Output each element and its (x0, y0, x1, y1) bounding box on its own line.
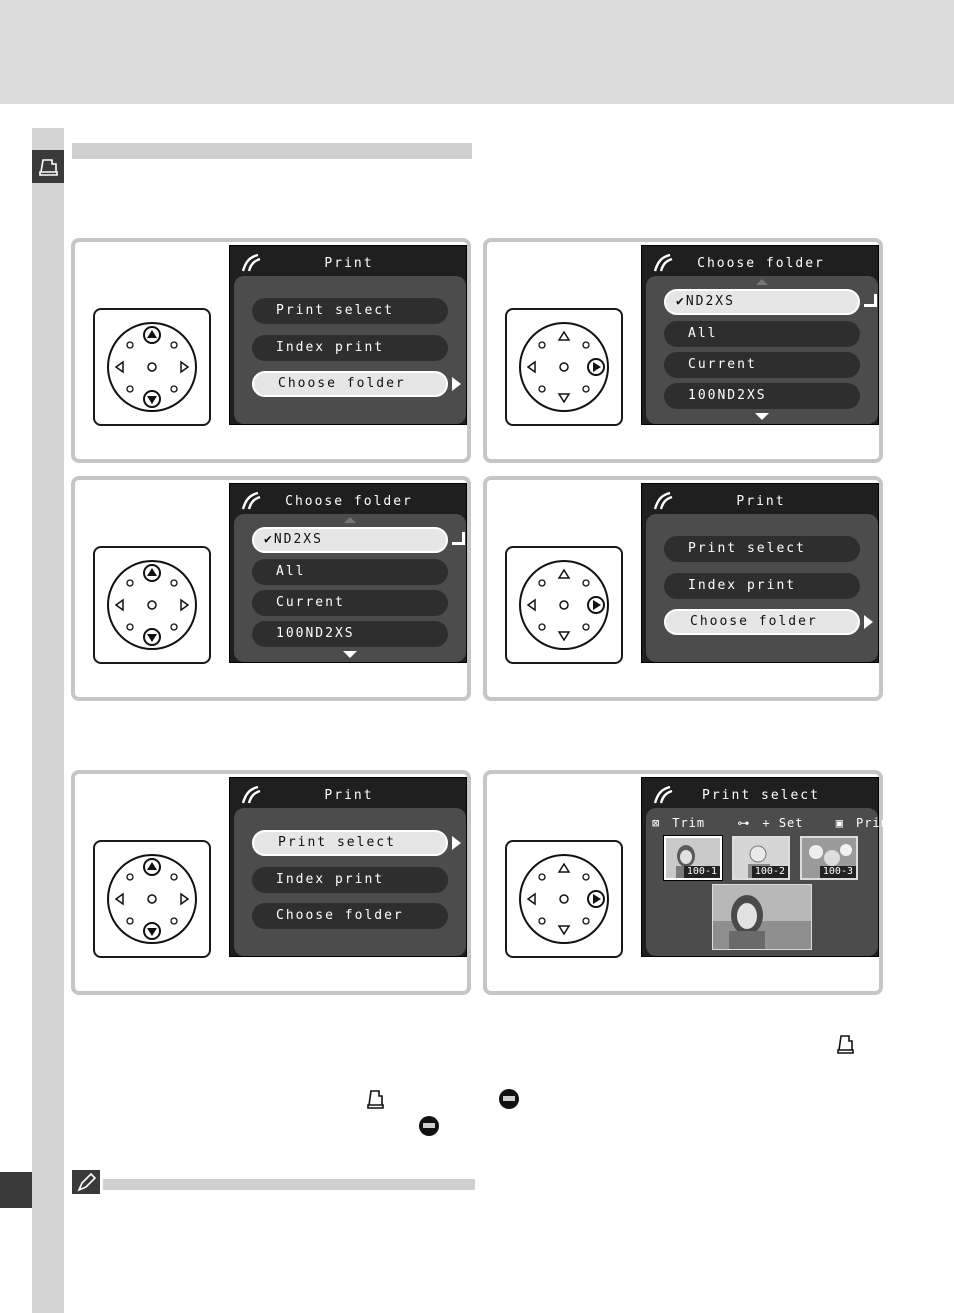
camera-screen-print-menu (229, 777, 467, 957)
check-icon: ✔ (676, 294, 686, 309)
menu-item-print-select[interactable]: Print select (664, 536, 860, 562)
enter-return-icon (452, 532, 465, 545)
folder-item-all[interactable]: All (664, 321, 860, 347)
page-sidebar (32, 128, 64, 1313)
folder-item-100nd2xs[interactable]: 100ND2XS (252, 621, 448, 647)
note-icon-box (72, 1170, 100, 1194)
multi-selector (505, 308, 623, 426)
screen-title: Print (324, 788, 374, 803)
set-hint: ⊶ + Set (737, 816, 804, 830)
arrow-right-icon (864, 615, 873, 629)
print-hint: ▣ Print (835, 816, 898, 830)
menu-item-index-print[interactable]: Index print (252, 867, 448, 893)
multi-selector (505, 840, 623, 958)
enter-return-icon (864, 294, 877, 307)
folder-item-current[interactable]: Current (252, 590, 448, 616)
chapter-tab (0, 1172, 32, 1208)
print-section-tab (32, 150, 64, 183)
multi-selector-right-icon (507, 548, 621, 662)
step-panel-2 (483, 238, 883, 463)
enter-button-icon (418, 1115, 440, 1137)
section-heading-bar (72, 143, 472, 159)
multi-selector (93, 840, 211, 958)
screen-title: Print select (702, 788, 820, 803)
selected-photo-preview (712, 884, 812, 950)
multi-selector-up-down-icon (95, 842, 209, 956)
thumbnail-2[interactable]: 100-2 (732, 836, 790, 880)
trim-hint: ⊠ Trim (652, 816, 706, 830)
camera-screen-print-select (641, 777, 898, 957)
arrow-right-icon (452, 377, 461, 391)
enter-button-icon: ▣ (835, 816, 844, 830)
arrow-right-icon (452, 836, 461, 850)
folder-item-100nd2xs[interactable]: 100ND2XS (664, 383, 860, 409)
camera-screen-choose-folder (229, 483, 467, 663)
zoom-icon: ⊠ (652, 816, 661, 830)
multi-selector-up-down-icon (95, 310, 209, 424)
multi-selector (93, 308, 211, 426)
printer-icon (834, 1032, 856, 1056)
step-panel-5 (71, 770, 471, 995)
menu-item-print-select[interactable]: Print select (252, 830, 448, 856)
pencil-note-icon (72, 1170, 100, 1194)
multi-selector-right-icon (507, 310, 621, 424)
header-band (0, 0, 954, 104)
folder-item-all[interactable]: All (252, 559, 448, 585)
portrait-photo-icon (713, 885, 811, 949)
protect-key-icon: ⊶ (737, 816, 751, 830)
folder-item-nd2xs[interactable]: ✔ND2XS (252, 527, 448, 553)
menu-item-index-print[interactable]: Index print (664, 573, 860, 599)
screen-title: Print (736, 494, 786, 509)
menu-item-choose-folder[interactable]: Choose folder (252, 371, 448, 397)
screen-title: Print (324, 256, 374, 271)
scroll-down-icon (343, 651, 357, 658)
camera-screen-print-menu (641, 483, 879, 663)
menu-item-index-print[interactable]: Index print (252, 335, 448, 361)
menu-item-choose-folder[interactable]: Choose folder (252, 903, 448, 929)
enter-button-icon (498, 1088, 520, 1110)
printer-icon (364, 1087, 386, 1111)
multi-selector (505, 546, 623, 664)
note-heading-bar (103, 1179, 475, 1190)
screen-title: Choose folder (697, 256, 825, 271)
step-panel-4 (483, 476, 883, 701)
menu-item-choose-folder[interactable]: Choose folder (664, 609, 860, 635)
step-panel-3 (71, 476, 471, 701)
camera-screen-print-menu (229, 245, 467, 425)
printer-icon (32, 150, 64, 183)
multi-selector (93, 546, 211, 664)
screen-title: Choose folder (285, 494, 413, 509)
thumbnail-3[interactable]: 100-3 (800, 836, 858, 880)
scroll-up-icon (756, 279, 768, 285)
scroll-up-icon (344, 517, 356, 523)
folder-item-current[interactable]: Current (664, 352, 860, 378)
multi-selector-right-icon (507, 842, 621, 956)
step-panel-1 (71, 238, 471, 463)
step-panel-6 (483, 770, 898, 995)
thumbnail-1[interactable]: 100-1 (664, 836, 722, 880)
multi-selector-up-down-icon (95, 548, 209, 662)
print-select-toolbar (652, 816, 898, 830)
scroll-down-icon (755, 413, 769, 420)
menu-item-print-select[interactable]: Print select (252, 298, 448, 324)
camera-screen-choose-folder (641, 245, 879, 425)
folder-item-nd2xs[interactable]: ✔ND2XS (664, 289, 860, 315)
check-icon: ✔ (264, 532, 274, 547)
